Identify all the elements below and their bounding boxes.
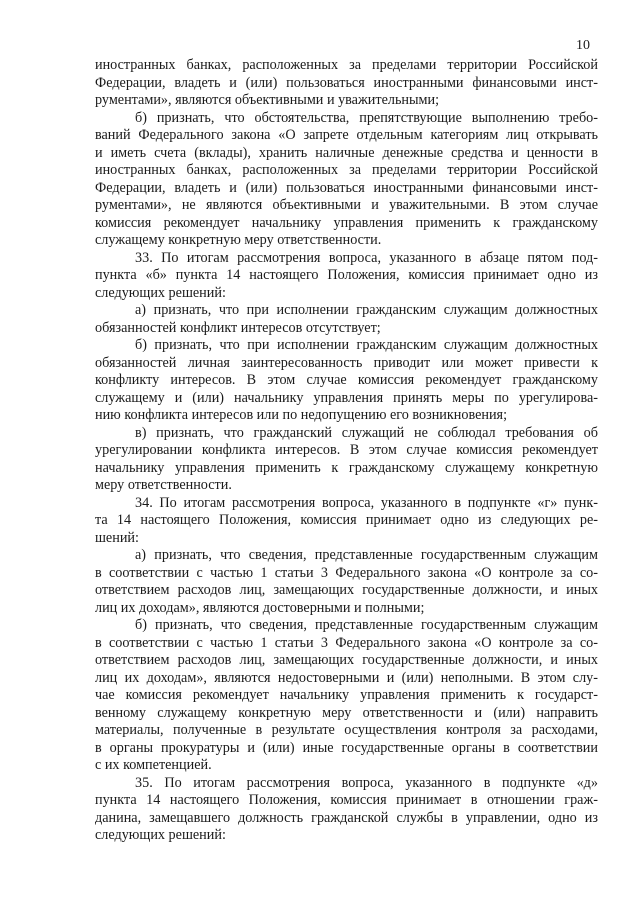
text-line: ваний Федерального закона «О запрете отдельным категориям лиц открывать xyxy=(95,127,598,143)
text-line: в соответствии с частью 1 статьи 3 Федерального закона «О контроле за со- xyxy=(95,634,598,651)
text-line: рументами», не являются объективными и уважительными. В этом случае xyxy=(95,197,598,213)
text-line: комиссия рекомендует начальнику управления применить к гражданскому xyxy=(95,214,598,231)
page-number: 10 xyxy=(576,38,590,53)
text-line: б) признать, что сведения, представленные государственным служащим xyxy=(135,617,598,633)
text-line: 35. По итогам рассмотрения вопроса, указанного в подпункте «д» xyxy=(135,774,598,791)
text-line: ответствием расходов лиц, замещающих государственные должности, и иных xyxy=(95,652,598,668)
text-line: служащему и (или) начальнику управления принять меры по урегулирова- xyxy=(95,389,598,406)
text-line: данина, замещавшего должность гражданской службы в управлении, одно из xyxy=(95,809,598,826)
text-line: обязанностей личная заинтересованность приводит или может привести к xyxy=(95,354,598,371)
text-line: а) признать, что сведения, представленные государственным служащим xyxy=(135,547,598,563)
text-line: та 14 настоящего Положения, комиссия принимает одно из следующих ре- xyxy=(95,512,598,528)
text-line: иностранных банках, расположенных за пределами территории Российской xyxy=(95,57,598,73)
text-line: а) признать, что при исполнении гражданским служащим должностных xyxy=(135,302,598,318)
text-line: Федерации, владеть и (или) пользоваться иностранными финансовыми инст- xyxy=(95,74,598,91)
text-line: следующих решений: xyxy=(95,827,226,843)
text-line: обязанностей конфликт интересов отсутствует; xyxy=(95,319,381,336)
text-line: иностранных банках, расположенных за пределами территории Российской xyxy=(95,162,598,178)
text-line: рументами», являются объективными и уважительными; xyxy=(95,92,440,108)
text-line: урегулировании конфликта интересов. В этом случае комиссия рекомендует xyxy=(95,442,598,458)
text-line: чае комиссия рекомендует начальнику управления применить к государст- xyxy=(95,687,598,703)
text-line: венному служащему конкретную меру ответственности и (или) направить xyxy=(95,704,598,721)
text-line: в) признать, что гражданский служащий не соблюдал требования об xyxy=(135,424,598,441)
text-line: пункта «б» пункта 14 настоящего Положения, комиссия принимает одно из xyxy=(95,267,598,283)
text-line: начальнику управления применить к гражданскому служащему конкретную xyxy=(95,459,598,476)
text-line: Федерации, владеть и (или) пользоваться иностранными финансовыми инст- xyxy=(95,179,598,196)
text-line: шений: xyxy=(95,529,139,546)
text-line: следующих решений: xyxy=(95,284,226,301)
text-line: ответствием расходов лиц, замещающих государственные должности, и иных xyxy=(95,582,598,598)
text-line: конфликту интересов. В этом случае комиссия рекомендует гражданскому xyxy=(95,372,598,388)
text-line: 34. По итогам рассмотрения вопроса, указанного в подпункте «г» пунк- xyxy=(135,494,598,511)
text-line: лиц их доходам», являются недостоверными и (или) неполными. В этом слу- xyxy=(95,669,598,686)
document-body xyxy=(95,57,598,845)
text-line: 33. По итогам рассмотрения вопроса, указанного в абзаце пятом под- xyxy=(135,249,598,266)
text-line: б) признать, что обстоятельства, препятствующие выполнению требо- xyxy=(135,109,598,126)
text-line: нию конфликта интересов или по недопущению его возникновения; xyxy=(95,407,508,423)
text-line: пункта 14 настоящего Положения, комиссия принимает в отношении граж- xyxy=(95,792,598,808)
text-line: материалы, полученные в результате осуществления контроля за расходами, xyxy=(95,722,598,738)
text-line: в органы прокуратуры и (или) иные государственные органы в соответствии xyxy=(95,739,598,756)
text-line: с их компетенцией. xyxy=(95,757,212,773)
text-line: б) признать, что при исполнении гражданским служащим должностных xyxy=(135,337,598,353)
text-line: и иметь счета (вклады), хранить наличные денежные средства и ценности в xyxy=(95,144,598,161)
text-line: в соответствии с частью 1 статьи 3 Федерального закона «О контроле за со- xyxy=(95,564,598,581)
text-line: меру ответственности. xyxy=(95,477,232,493)
text-line: служащему конкретную меру ответственности. xyxy=(95,232,382,248)
text-line: лиц их доходам», являются достоверными и полными; xyxy=(95,599,425,616)
